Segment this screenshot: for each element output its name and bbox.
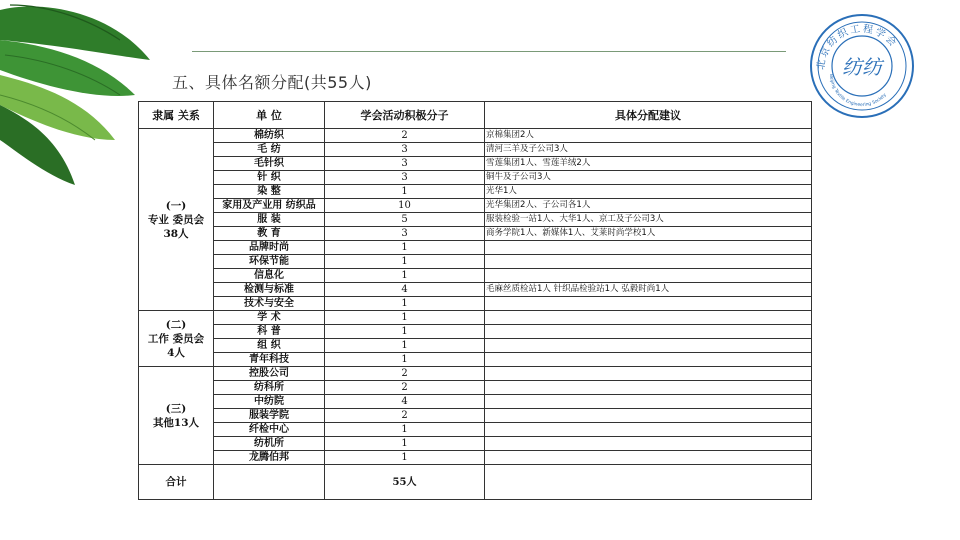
- group-label-line: (三): [165, 402, 187, 415]
- note-cell: 铜牛及子公司3人: [485, 171, 812, 185]
- table-row: [139, 451, 812, 465]
- table-row: [139, 185, 812, 199]
- table-row: [139, 437, 812, 451]
- count-cell: 1: [325, 185, 485, 199]
- note-cell: [485, 451, 812, 465]
- count-cell: 1: [325, 423, 485, 437]
- table-row: [139, 157, 812, 171]
- unit-cell: 龙腾伯邦: [214, 451, 325, 465]
- total-label: 合计: [139, 465, 214, 500]
- table-row: [139, 143, 812, 157]
- group-label-line: 专业 委员会: [147, 213, 205, 226]
- total-note-empty: [485, 465, 812, 500]
- count-cell: 1: [325, 325, 485, 339]
- unit-cell: 服装学院: [214, 409, 325, 423]
- header-row: [139, 102, 812, 129]
- note-cell: [485, 395, 812, 409]
- count-cell: 1: [325, 297, 485, 311]
- table-row: [139, 297, 812, 311]
- unit-cell: 控股公司: [214, 367, 325, 381]
- note-cell: [485, 353, 812, 367]
- count-cell: 1: [325, 353, 485, 367]
- unit-cell: 纤检中心: [214, 423, 325, 437]
- unit-cell: 品牌时尚: [214, 241, 325, 255]
- unit-cell: 学 术: [214, 311, 325, 325]
- table-row: [139, 409, 812, 423]
- count-cell: 1: [325, 269, 485, 283]
- count-cell: 1: [325, 311, 485, 325]
- note-cell: [485, 255, 812, 269]
- note-cell: 毛麻丝质检站1人 针织品检验站1人 弘毅时尚1人: [485, 283, 812, 297]
- note-cell: [485, 409, 812, 423]
- table-row: [139, 283, 812, 297]
- note-cell: [485, 269, 812, 283]
- count-cell: 1: [325, 339, 485, 353]
- note-cell: [485, 423, 812, 437]
- table-row: [139, 339, 812, 353]
- group-label-line: (二): [165, 318, 187, 331]
- unit-cell: 技术与安全: [214, 297, 325, 311]
- group-label-line: 4人: [167, 346, 185, 359]
- unit-cell: 纺机所: [214, 437, 325, 451]
- unit-cell: 染 整: [214, 185, 325, 199]
- unit-cell: 组 织: [214, 339, 325, 353]
- count-cell: 3: [325, 157, 485, 171]
- logo-ring-text: 北京纺织工程学会: [815, 23, 900, 71]
- count-cell: 1: [325, 241, 485, 255]
- unit-cell: 检测与标准: [214, 283, 325, 297]
- count-cell: 5: [325, 213, 485, 227]
- note-cell: [485, 311, 812, 325]
- header-divider: [192, 51, 786, 52]
- count-cell: 2: [325, 381, 485, 395]
- table-row: [139, 199, 812, 213]
- note-cell: [485, 437, 812, 451]
- note-cell: 光华集团2人、子公司各1人: [485, 199, 812, 213]
- note-cell: 京棉集团2人: [485, 129, 812, 143]
- table-row: [139, 367, 812, 381]
- unit-cell: 科 普: [214, 325, 325, 339]
- group-label-line: (一): [165, 199, 187, 212]
- table-row: [139, 325, 812, 339]
- count-cell: 4: [325, 395, 485, 409]
- note-cell: [485, 367, 812, 381]
- group-label-line: 工作 委员会: [147, 332, 205, 345]
- group-label-line: 38人: [163, 227, 189, 240]
- note-cell: 清河三羊及子公司3人: [485, 143, 812, 157]
- unit-cell: 教 育: [214, 227, 325, 241]
- note-cell: [485, 339, 812, 353]
- total-count: 55人: [325, 465, 485, 500]
- unit-cell: 信息化: [214, 269, 325, 283]
- note-cell: 商务学院1人、新媒体1人、艾莱时尚学校1人: [485, 227, 812, 241]
- group-label: [139, 129, 214, 311]
- page-title: 五、具体名额分配(共55人): [172, 73, 372, 92]
- unit-cell: 针 织: [214, 171, 325, 185]
- count-cell: 2: [325, 129, 485, 143]
- note-cell: 雪莲集团1人、雪莲羊绒2人: [485, 157, 812, 171]
- table-row: [139, 381, 812, 395]
- header-affiliation: 隶属 关系: [139, 102, 214, 129]
- note-cell: [485, 381, 812, 395]
- count-cell: 1: [325, 451, 485, 465]
- table-row: [139, 311, 812, 325]
- note-cell: [485, 241, 812, 255]
- count-cell: 3: [325, 227, 485, 241]
- table-row: [139, 423, 812, 437]
- count-cell: 3: [325, 143, 485, 157]
- unit-cell: 中纺院: [214, 395, 325, 409]
- count-cell: 1: [325, 437, 485, 451]
- table-row: [139, 129, 812, 143]
- unit-cell: 棉纺织: [214, 129, 325, 143]
- total-unit-empty: [214, 465, 325, 500]
- table-row: [139, 269, 812, 283]
- count-cell: 3: [325, 171, 485, 185]
- table-row: [139, 255, 812, 269]
- group-label-line: 其他13人: [152, 416, 200, 429]
- table-row: [139, 227, 812, 241]
- count-cell: 1: [325, 255, 485, 269]
- allocation-table: [138, 101, 812, 500]
- unit-cell: 家用及产业用 纺织品: [214, 199, 325, 213]
- table-row: [139, 395, 812, 409]
- count-cell: 4: [325, 283, 485, 297]
- unit-cell: 服 装: [214, 213, 325, 227]
- header-activists: 学会活动积极分子: [325, 102, 485, 129]
- table-row: [139, 353, 812, 367]
- unit-cell: 环保节能: [214, 255, 325, 269]
- note-cell: [485, 297, 812, 311]
- group-label: [139, 367, 214, 465]
- count-cell: 2: [325, 367, 485, 381]
- note-cell: [485, 325, 812, 339]
- total-row: [139, 465, 812, 500]
- society-logo: [808, 12, 916, 120]
- table-row: [139, 241, 812, 255]
- unit-cell: 青年科技: [214, 353, 325, 367]
- header-suggestion: 具体分配建议: [485, 102, 812, 129]
- logo-sub-text: Beijing Textile Engineering Society: [827, 73, 888, 109]
- header-unit: 单 位: [214, 102, 325, 129]
- table-row: [139, 171, 812, 185]
- count-cell: 2: [325, 409, 485, 423]
- note-cell: 服装检验一站1人、大华1人、京工及子公司3人: [485, 213, 812, 227]
- count-cell: 10: [325, 199, 485, 213]
- logo-center-text: 纺纺: [842, 55, 882, 79]
- group-label: [139, 311, 214, 367]
- note-cell: 光华1人: [485, 185, 812, 199]
- unit-cell: 毛针织: [214, 157, 325, 171]
- table-row: [139, 213, 812, 227]
- unit-cell: 纺科所: [214, 381, 325, 395]
- unit-cell: 毛 纺: [214, 143, 325, 157]
